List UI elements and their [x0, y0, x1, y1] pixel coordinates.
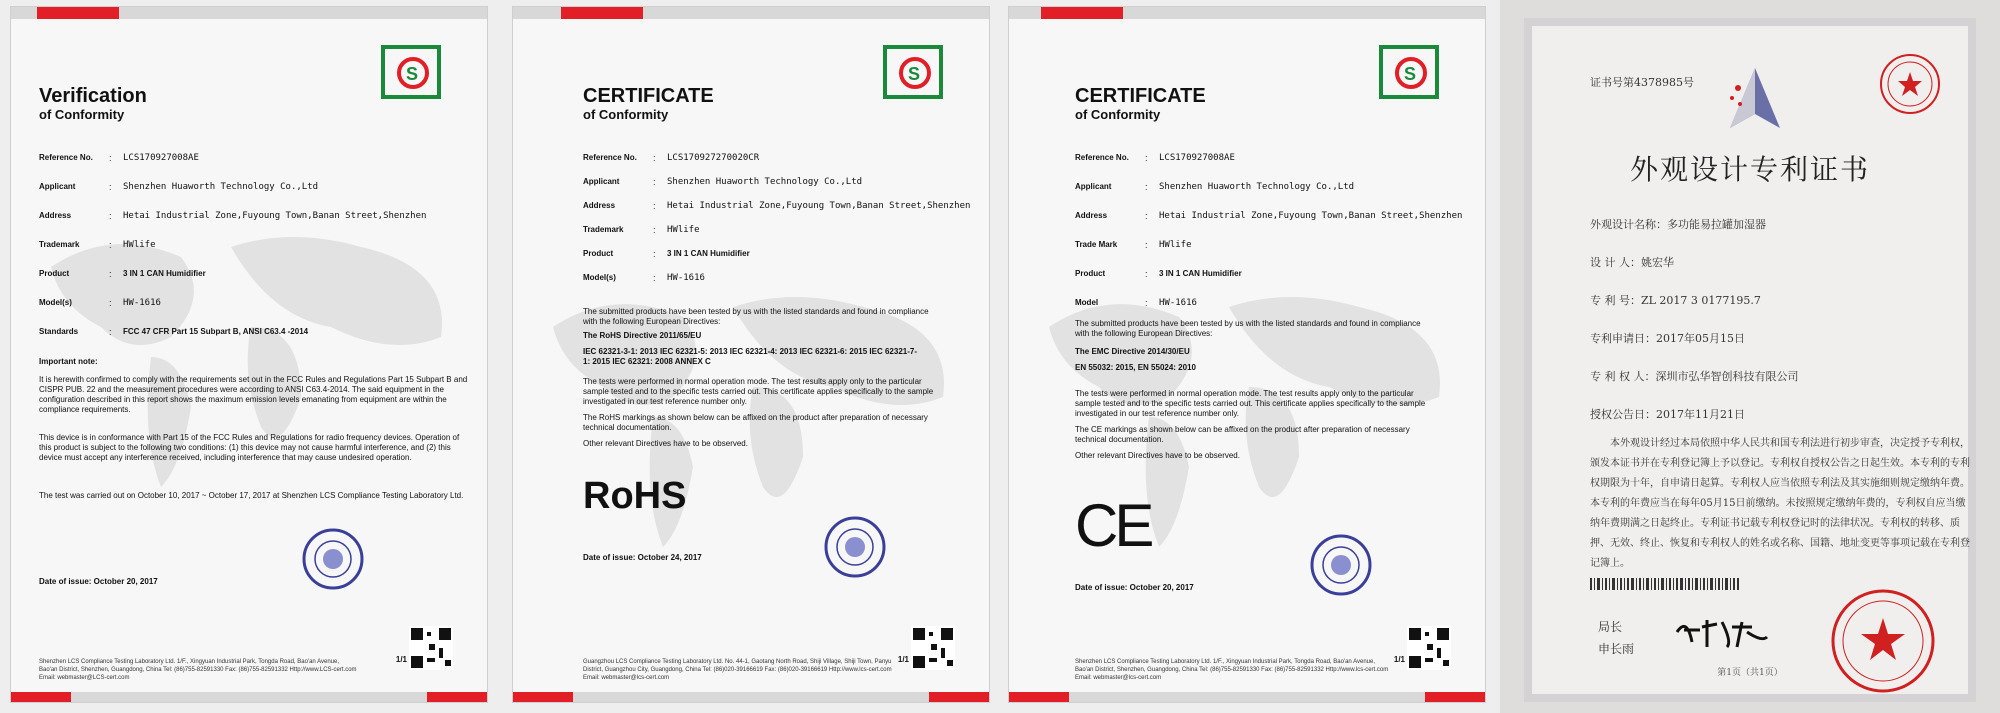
certificate-number: 证书号第4378985号	[1590, 76, 1694, 89]
paragraph: Other relevant Directives have to be observed.	[1075, 451, 1240, 460]
certificate-title: CERTIFICATE	[1075, 85, 1206, 107]
bottom-bar	[513, 692, 989, 702]
field-label: Reference No.	[1075, 153, 1129, 162]
paragraph: The tests were performed in normal operation mode. The test results apply only to the particular sample tested and to the specific tests carried out. This certificate applies specifically to the sample investigated in our test reference number only.	[1075, 389, 1426, 418]
testing-seal-stamp	[823, 515, 887, 579]
date-of-issue: Date of issue: October 20, 2017	[1075, 583, 1194, 592]
field-value: Hetai Industrial Zone,Fuyoung Town,Banan Street,Shenzhen	[1159, 211, 1463, 221]
field-label: Reference No.	[583, 153, 637, 162]
top-bar	[11, 7, 487, 19]
standards-list: EN 55032: 2015, EN 55024: 2010	[1075, 363, 1196, 372]
standards-list: IEC 62321-3-1: 2013 IEC 62321-5: 2013 IEC 62321-4: 2013 IEC 62321-6: 2015 IEC 62321-7-1: 2015 IEC 62321: 2008 ANNEX C	[583, 347, 917, 366]
important-note-heading: Important note:	[39, 357, 98, 366]
paragraph: The submitted products have been tested by us with the listed standards and found in compliance with the following European Directives:	[1075, 319, 1421, 338]
page-number: 1/1	[897, 655, 909, 664]
detail-row: 专 利 号：ZL 2017 3 0177195.7	[1590, 294, 1761, 307]
field-value: Hetai Industrial Zone,Fuyoung Town,Banan Street,Shenzhen	[667, 201, 971, 211]
lab-footer: Shenzhen LCS Compliance Testing Laboratory Ltd. 1/F., Xingyuan Industrial Park, Tongda Road, Bao'an Avenue, Bao'an District, Shenzhen, Guangdong, China Tel: (86)755-82591330 Fax: (86)755-82591332 Http://www.LCS-cert.com Email: webmaster@LCS-cert.com	[39, 659, 357, 681]
lab-footer: Guangzhou LCS Compliance Testing Laboratory Ltd. No. 44-1, Gaotang North Road, Shiji Village, Shiji Town, Panyu District, Guangzhou City, Guangdong, China Tel: (86)020-39166619 Fax: (86)020-39166619 Http://www.lcs-cert.com Email: webmaster@lcs-cert.com	[583, 659, 892, 681]
field-value: Shenzhen Huaworth Technology Co.,Ltd	[667, 177, 863, 187]
top-bar	[513, 7, 989, 19]
paragraph: Other relevant Directives have to be observed.	[583, 439, 748, 448]
date-of-issue: Date of issue: October 24, 2017	[583, 553, 702, 562]
paragraph: The CE markings as shown below can be affixed on the product after preparation of necessary technical documentation.	[1075, 425, 1410, 444]
field-value: LCS170927270020CR	[667, 153, 760, 163]
field-value: 3 IN 1 CAN Humidifier	[667, 249, 750, 258]
handwritten-signature	[1672, 612, 1772, 652]
field-value: LCS170927008AE	[1159, 153, 1235, 163]
directive-name: The RoHS Directive 2011/65/EU	[583, 331, 702, 340]
qr-code-icon	[911, 626, 955, 670]
detail-row: 授权公告日：2017年11月21日	[1590, 408, 1745, 421]
svg-text:S: S	[406, 64, 419, 84]
barcode-icon	[1590, 578, 1740, 590]
page-number: 1/1	[395, 655, 407, 664]
qr-code-icon	[1407, 626, 1451, 670]
field-label: Applicant	[583, 177, 620, 186]
field-value: 3 IN 1 CAN Humidifier	[1159, 269, 1242, 278]
patent-title: 外观设计专利证书	[1629, 153, 1870, 186]
paragraph: The submitted products have been tested by us with the listed standards and found in compliance with the following European Directives:	[583, 307, 929, 326]
certificate-title: CERTIFICATE	[583, 85, 714, 107]
signatory-name: 申长雨	[1598, 642, 1635, 656]
field-label: Reference No.	[39, 153, 93, 162]
field-value: LCS170927008AE	[123, 153, 199, 163]
detail-row: 专利申请日：2017年05月15日	[1590, 332, 1745, 345]
field-value: HWlife	[1159, 240, 1192, 250]
paragraph: It is herewith confirmed to comply with the requirements set out in the FCC Rules and Regulations Part 15 Subpart B and CISPR PUB. 22 and the measurement procedures were according to ANSI C63.4-2014. The said equipment in the configuration described in this report shows the maximum emission levels emanating from equipment are within the compliance requirements.	[39, 375, 468, 414]
field-label: Standards	[39, 327, 79, 336]
field-label: Applicant	[1075, 182, 1112, 191]
panel-rohs	[500, 0, 1000, 713]
bottom-bar	[1009, 692, 1485, 702]
patent-certificate	[1524, 18, 1976, 702]
field-label: Trademark	[583, 225, 624, 234]
certificate-title: Verification	[39, 85, 147, 107]
field-value: HW-1616	[123, 298, 161, 308]
field-label: Product	[1075, 269, 1106, 278]
svg-text:S: S	[908, 64, 921, 84]
testing-seal-stamp	[301, 527, 365, 591]
field-list: Reference No. : LCS170927270020CR Applicant : Shenzhen Huaworth Technology Co.,Ltd Address : Hetai Industrial Zone,Fuyoung Town,Banan Street,Shenzhen Trademark : HWlife Product : 3 IN 1 CAN Humidifier Model(s) : HW-1616	[583, 153, 983, 297]
panel-ce	[1000, 0, 1500, 713]
field-value: HW-1616	[667, 273, 705, 283]
page-footer: 第1页（共1页）	[1717, 668, 1783, 678]
field-value: 3 IN 1 CAN Humidifier	[123, 269, 206, 278]
directive-name: The EMC Directive 2014/30/EU	[1075, 347, 1190, 356]
signatory	[1598, 616, 1634, 660]
rohs-certificate	[512, 6, 990, 703]
lcs-logo-icon	[877, 43, 949, 103]
page-number: 1/1	[1393, 655, 1405, 664]
field-label: Trademark	[39, 240, 80, 249]
field-label: Model	[1075, 298, 1099, 307]
patent-body-text: 本外观设计经过本局依照中华人民共和国专利法进行初步审查，决定授予专利权，颁发本证书并在专利登记簿上予以登记。专利权自授权公告之日起生效。本专利的专利权期限为十年，自申请日起算。专利权人应当依照专利法及其实施细则规定缴纳年费。本专利的年费应当在每年05月15日前缴纳。未按照规定缴纳年费的，专利权自应当缴纳年费期满之日起终止。专利证书记载专利权登记时的法律状况。专利权的转移、质押、无效、终止、恢复和专利权人的姓名或名称、国籍、地址变更等事项记载在专利登记簿上。	[1590, 438, 1970, 569]
field-list: Reference No. : LCS170927008AE Applicant : Shenzhen Huaworth Technology Co.,Ltd Address : Hetai Industrial Zone,Fuyoung Town,Banan Street,Shenzhen Trademark : HWlife Product : 3 IN 1 CAN Humidifier Model(s) : HW-1616 Standards : FCC 47 CFR Part 15 Subpart B, ANSI C63.4 -2014	[39, 153, 469, 356]
field-value: HW-1616	[1159, 298, 1197, 308]
certificate-subtitle: of Conformity	[39, 107, 125, 122]
lcs-logo-icon	[1373, 43, 1445, 103]
patent-office-emblem-icon	[1720, 64, 1790, 134]
field-label: Address	[1075, 211, 1108, 220]
qr-code-icon	[409, 626, 453, 670]
ce-mark: CE	[1075, 492, 1151, 559]
field-value: Shenzhen Huaworth Technology Co.,Ltd	[1159, 182, 1355, 192]
lcs-logo-icon	[375, 43, 447, 103]
testing-seal-stamp	[1309, 533, 1373, 597]
fcc-certificate	[10, 6, 488, 703]
paragraph: The RoHS markings as shown below can be affixed on the product after preparation of necessary technical documentation.	[583, 413, 928, 432]
field-value: HWlife	[667, 225, 700, 235]
detail-row: 专 利 权 人：深圳市弘华智创科技有限公司	[1590, 370, 1799, 383]
panel-patent	[1500, 0, 2000, 713]
field-label: Model(s)	[583, 273, 616, 282]
field-label: Applicant	[39, 182, 76, 191]
rohs-mark: RoHS	[583, 475, 687, 517]
certificate-subtitle: of Conformity	[583, 107, 669, 122]
certificate-subtitle: of Conformity	[1075, 107, 1161, 122]
field-value: Hetai Industrial Zone,Fuyoung Town,Banan Street,Shenzhen	[123, 211, 427, 221]
field-label: Model(s)	[39, 298, 72, 307]
field-label: Trade Mark	[1075, 240, 1118, 249]
date-of-issue: Date of issue: October 20, 2017	[39, 577, 158, 586]
field-label: Address	[583, 201, 616, 210]
signatory-title: 局长	[1598, 620, 1623, 634]
field-value: HWlife	[123, 240, 156, 250]
field-value: Shenzhen Huaworth Technology Co.,Ltd	[123, 182, 319, 192]
field-label: Address	[39, 211, 72, 220]
field-list: Reference No. : LCS170927008AE Applicant : Shenzhen Huaworth Technology Co.,Ltd Address : Hetai Industrial Zone,Fuyoung Town,Banan Street,Shenzhen Trade Mark : HWlife Product : 3 IN 1 CAN Humidifier Model : HW-1616	[1075, 153, 1475, 327]
paragraph: The tests were performed in normal operation mode. The test results apply only to the particular sample tested and to the specific tests carried out. This certificate applies specifically to the sample investigated in our test reference number only.	[583, 377, 934, 406]
paragraph: This device is in conformance with Part 15 of the FCC Rules and Regulations for radio frequency devices. Operation of this product is subject to the following two conditions: (1) this device may not cause harmful interference, and (2) this device must accept any interference received, including interference that may cause undesired operation.	[39, 433, 460, 462]
paragraph: The test was carried out on October 10, 2017 ~ October 17, 2017 at Shenzhen LCS Compliance Testing Laboratory Ltd.	[39, 491, 464, 500]
red-official-seal-stamp	[1828, 586, 1938, 696]
field-value: FCC 47 CFR Part 15 Subpart B, ANSI C63.4 -2014	[123, 327, 309, 336]
top-bar	[1009, 7, 1485, 19]
ce-certificate	[1008, 6, 1486, 703]
lab-footer: Shenzhen LCS Compliance Testing Laboratory Ltd. 1/F., Xingyuan Industrial Park, Tongda Road, Bao'an Avenue, Bao'an District, Shenzhen, Guangdong, China Tel: (86)755-82591330 Fax: (86)755-82591332 Http://www.lcs-cert.com Email: webmaster@lcs-cert.com	[1075, 659, 1389, 681]
patent-details	[1590, 216, 1970, 444]
field-label: Product	[583, 249, 614, 258]
detail-row: 设 计 人：姚宏华	[1590, 256, 1674, 269]
field-label: Product	[39, 269, 70, 278]
detail-row: 外观设计名称：多功能易拉罐加湿器	[1590, 218, 1766, 231]
panel-fcc	[0, 0, 500, 713]
red-seal-stamp	[1878, 52, 1942, 116]
svg-text:S: S	[1404, 64, 1417, 84]
bottom-bar	[11, 692, 487, 702]
